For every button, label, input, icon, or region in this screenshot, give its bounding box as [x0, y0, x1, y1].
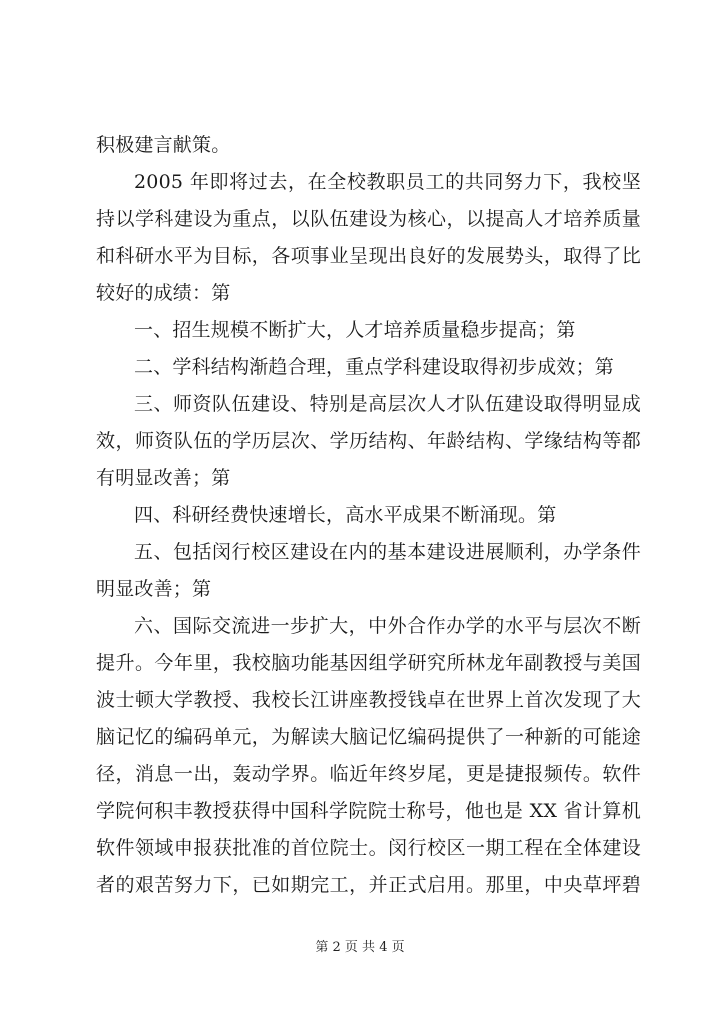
- text-line: 六、国际交流进一步扩大，中外合作办学的水平与层次不断: [134, 615, 641, 637]
- text-line: 五、包括闵行校区建设在内的基本建设进展顺利，办学条件: [134, 541, 641, 563]
- text-line: 积极建言献策。: [96, 134, 231, 156]
- paragraph: [96, 612, 641, 908]
- paragraph: [96, 168, 641, 316]
- text-line: 明显改善；第: [96, 578, 212, 600]
- page-number-footer: 第 2 页 共 4 页: [315, 940, 405, 955]
- paragraph: [96, 538, 641, 612]
- text-line: 有明显改善；第: [96, 467, 231, 489]
- text-line: 二、学科结构渐趋合理，重点学科建设取得初步成效；第: [134, 356, 615, 378]
- paragraph: [96, 316, 641, 353]
- text-line: 波士顿大学教授、我校长江讲座教授钱卓在世界上首次发现了大: [96, 689, 641, 711]
- text-line: 软件领域申报获批准的首位院士。闵行校区一期工程在全体建设: [96, 837, 641, 859]
- text-line: 者的艰苦努力下，已如期完工，并正式启用。那里，中央草坪碧: [96, 874, 641, 896]
- paragraph: [96, 353, 641, 390]
- text-line: 较好的成绩：第: [96, 282, 231, 304]
- text-line: 学院何积丰教授获得中国科学院院士称号，他也是 XX 省计算机: [96, 800, 641, 822]
- text-line: 效，师资队伍的学历层次、学历结构、年龄结构、学缘结构等都: [96, 430, 641, 452]
- text-line: 2005 年即将过去，在全校教职员工的共同努力下，我校坚: [134, 171, 641, 193]
- paragraph: [96, 131, 641, 168]
- text-line: 径，消息一出，轰动学界。临近年终岁尾，更是捷报频传。软件: [96, 763, 641, 785]
- text-line: 四、科研经费快速增长，高水平成果不断涌现。第: [134, 504, 557, 526]
- paragraph: [96, 390, 641, 501]
- text-line: 三、师资队伍建设、特别是高层次人才队伍建设取得明显成: [134, 393, 641, 415]
- text-line: 一、招生规模不断扩大，人才培养质量稳步提高；第: [134, 319, 576, 341]
- document-body: [96, 131, 641, 908]
- text-line: 持以学科建设为重点，以队伍建设为核心，以提高人才培养质量: [96, 208, 641, 230]
- text-line: 提升。今年里，我校脑功能基因组学研究所林龙年副教授与美国: [96, 652, 641, 674]
- text-line: 脑记忆的编码单元，为解读大脑记忆编码提供了一种新的可能途: [96, 726, 641, 748]
- paragraph: [96, 501, 641, 538]
- text-line: 和科研水平为目标，各项事业呈现出良好的发展势头，取得了比: [96, 245, 641, 267]
